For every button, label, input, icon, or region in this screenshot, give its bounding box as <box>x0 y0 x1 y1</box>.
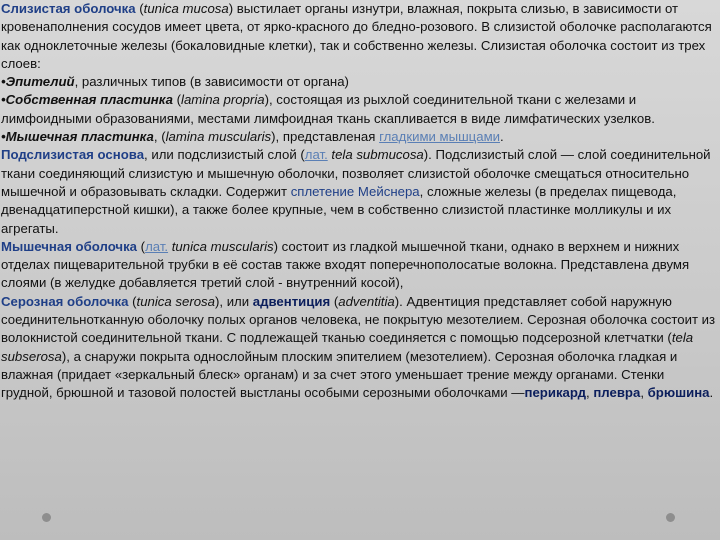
term-adventitia: адвентиция <box>252 293 331 309</box>
term-peritoneum: брюшина <box>647 385 710 401</box>
decorative-dot-left <box>42 513 51 522</box>
bullet-lamina-muscularis: •Мышечная пластинка, (lamina muscularis), представленая гладкими мышцами. <box>1 129 504 145</box>
latin-term: tunica serosa <box>136 293 215 309</box>
link-meissner-plexus[interactable]: сплетение Мейснера <box>290 183 420 199</box>
latin-term: lamina muscularis <box>165 129 272 145</box>
term-muscularis: Мышечная оболочка <box>1 238 138 254</box>
paragraph-muscularis: Мышечная оболочка (лат. tunica muscularis) состоит из гладкой мышечной ткани, однако в верхнем и нижних отделах пищеварительной трубки в её состав также входят поперечнополосатые волокна. Представлена двумя слоями (в желудке добавляется третий слой - внутренний косой), <box>1 238 690 291</box>
term-lamina-propria: •Собственная пластинка <box>1 92 173 108</box>
paragraph-submucosa: Подслизистая основа, или подслизистый слой (лат. tela submucosa). Подслизистый слой — слой соединительной ткани соединяющий слизистую и мышечную оболочки, позволяет слизистой оболочке смещаться относительно мышечной и образовывать складки. Содержит сплетение Мейснера, сложные железы (в пределах пищевода, двенадцатиперстной кишки), а также более крупные, чем в собственно слизистой пластинке молликулы и их агрегаты. <box>1 147 711 236</box>
bullet-epithelium: •Эпителий, различных типов (в зависимости от органа) <box>1 74 349 90</box>
term-pericardium: перикард <box>524 385 586 401</box>
term-serosa: Серозная оболочка <box>1 293 129 309</box>
latin-term: lamina propria <box>181 92 265 108</box>
slide-text <box>1 0 717 403</box>
link-smooth-muscle[interactable]: гладкими мышцами <box>379 129 500 145</box>
latin-term: tunica mucosa <box>143 1 229 16</box>
decorative-dot-right <box>666 513 675 522</box>
term-mucosa: Слизистая оболочка <box>1 1 136 16</box>
term-pleura: плевра <box>593 385 641 401</box>
latin-term: tela submucosa <box>331 147 424 163</box>
term-submucosa: Подслизистая основа <box>1 147 145 163</box>
paragraph-mucosa: Слизистая оболочка (tunica mucosa) выстилает органы изнутри, влажная, покрыта слизью, в зависимости от кровенаполнения сосудов имеет цвета, от ярко-красного до бледно-розового. В слизистой оболочке располагаются как одноклеточные железы (бокаловидные клетки), так и собственно железы. Слизистая оболочка состоит из трех слоев: <box>1 1 712 71</box>
paragraph-serosa: Серозная оболочка (tunica serosa), или адвентиция (adventitia). Адвентиция представляет собой наружную соединительнотканную оболочку полых органов человека, не покрытую мезотелием. Серозная оболочка состоит из волокнистой соединительной ткани. С подлежащей тканью соединяется с помощью подсерозной клетчатки (tela subserosa), а снаружи покрыта однослойным плоским эпителием (мезотелием). Серозная оболочка гладкая и влажная (придает «зеркальный блеск» органам) и за счет этого уменьшает трение между органами. Стенки грудной, брюшной и тазовой полостей выстланы особыми серозными оболочками —перикард, плевра, брюшина. <box>1 293 716 401</box>
term-epithelium: •Эпителий <box>1 74 75 90</box>
latin-term: tunica muscularis <box>171 238 274 254</box>
term-lamina-muscularis: •Мышечная пластинка <box>1 129 154 145</box>
bullet-lamina-propria: •Собственная пластинка (lamina propria), состоящая из рыхлой соединительной ткани с железами и лимфоидными образованиями, местами лимфоидная ткань скапливается в виде лимфатических узелков. <box>1 92 655 126</box>
link-latin[interactable]: лат. <box>145 238 169 254</box>
latin-term: adventitia <box>338 293 395 309</box>
latin-term: tela subserosa <box>1 330 694 364</box>
link-latin[interactable]: лат. <box>304 147 328 163</box>
